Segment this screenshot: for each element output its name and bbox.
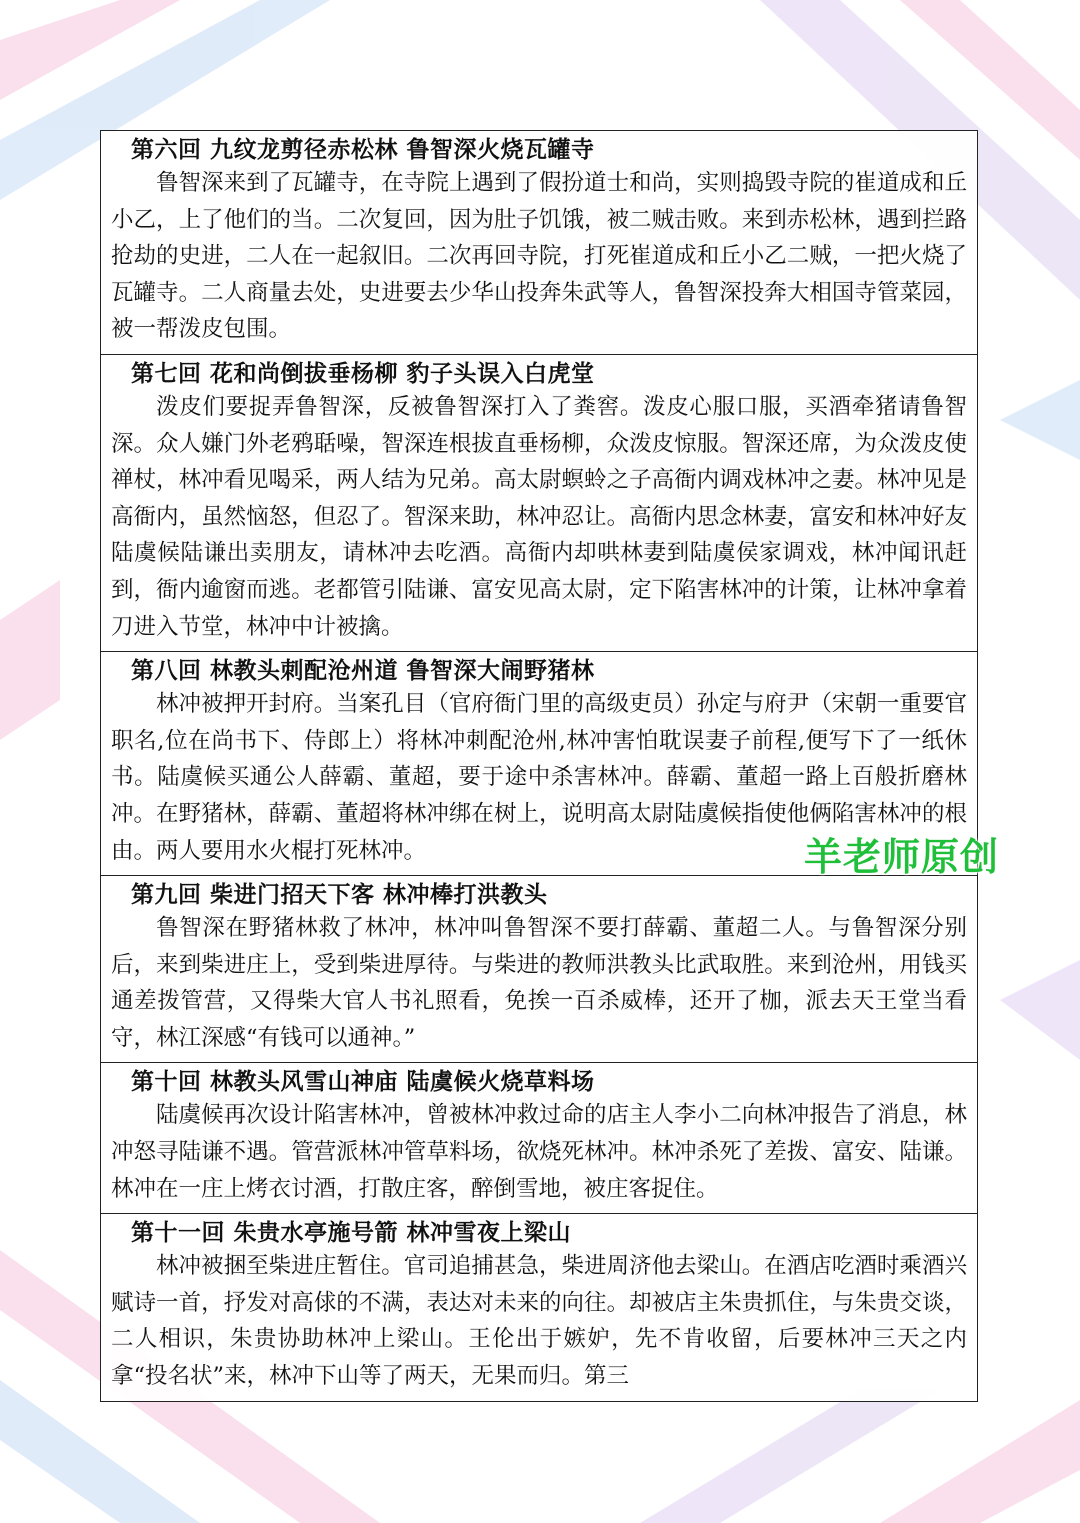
chapter-title: 第九回 柴进门招天下客 林冲棒打洪教头 xyxy=(131,881,548,909)
watermark-text: 羊老师原创 xyxy=(804,835,1000,879)
chapter-summary: 林冲被押开封府。当案孔目（官府衙门里的高级吏员）孙定与府尹（宋朝一重要官职名,位在尚书下、侍郎上）将林冲刺配沧州,林冲害怕耽误妻子前程,便写下了一纸休书。陆虞候买通公人薛霸、董超，要于途中杀害林冲。薛霸、董超一路上百般折磨林冲。在野猪林，薛霸、董超将林冲绑在树上，说明高太尉陆虞候指使他俩陷害林冲的根由。两人要用水火棍打死林冲。 xyxy=(111,691,967,864)
chapter-title: 第十一回 朱贵水亭施号箭 林冲雪夜上梁山 xyxy=(131,1219,572,1247)
chapter-title: 第八回 林教头刺配沧州道 鲁智深大闹野猪林 xyxy=(131,657,595,685)
chapter-title: 第七回 花和尚倒拔垂杨柳 豹子头误入白虎堂 xyxy=(131,359,595,387)
chapter-summary: 泼皮们要捉弄鲁智深，反被鲁智深打入了粪窖。泼皮心服口服，买酒牵猪请鲁智深。众人嫌门外老鸦聒噪，智深连根拔直垂杨柳，众泼皮惊服。智深还席，为众泼皮使禅杖，林冲看见喝采，两人结为兄弟。高太尉螟蛉之子高衙内调戏林冲之妻。林冲见是高衙内，虽然恼怒，但忍了。智深来助，林冲忍让。高衙内思念林妻，富安和林冲好友陆虞候陆谦出卖朋友，请林冲去吃酒。高衙内却哄林妻到陆虞侯家调戏，林冲闻讯赶到，衙内逾窗而逃。老都管引陆谦、富安见高太尉，定下陷害林冲的计策，让林冲拿着刀进入节堂，林冲中计被擒。 xyxy=(111,393,967,640)
chapter-title: 第六回 九纹龙剪径赤松林 鲁智深火烧瓦罐寺 xyxy=(131,136,595,163)
chapter-summary: 鲁智深在野猪林救了林冲，林冲叫鲁智深不要打薛霸、董超二人。与鲁智深分别后，来到柴进庄上，受到柴进厚待。与柴进的教师洪教头比武取胜。来到沧州，用钱买通差拨管营，又得柴大官人书礼照看，免挨一百杀威棒，还开了枷，派去天王堂当看守，林江深感“有钱可以通神。” xyxy=(111,915,967,1051)
chapter-summary: 林冲被捆至柴进庄暂住。官司追捕甚急，柴进周济他去梁山。在酒店吃酒时乘酒兴赋诗一首，抒发对高俅的不满，表达对未来的向往。却被店主朱贵抓住，与朱贵交谈，二人相识，朱贵协助林冲上梁山。王伦出于嫉妒，先不肯收留，后要林冲三天之内拿“投名状”来，林冲下山等了两天，无果而归。第三 xyxy=(111,1253,967,1390)
chapter-11 xyxy=(101,1214,977,1400)
chapter-9 xyxy=(101,876,977,1063)
chapter-summary: 鲁智深来到了瓦罐寺，在寺院上遇到了假扮道士和尚，实则捣毁寺院的崔道成和丘小乙，上了他们的当。二次复回，因为肚子饥饿，被二贼击败。来到赤松林，遇到拦路抢劫的史进，二人在一起叙旧。二次再回寺院，打死崔道成和丘小乙二贼，一把火烧了瓦罐寺。二人商量去处，史进要去少华山投奔朱武等人，鲁智深投奔大相国寺管菜园，被一帮泼皮包围。 xyxy=(111,170,967,343)
chapter-10 xyxy=(101,1063,977,1214)
chapter-summary: 陆虞候再次设计陷害林冲，曾被林冲救过命的店主人李小二向林冲报告了消息，林冲怒寻陆谦不遇。管营派林冲管草料场，欲烧死林冲。林冲杀死了差拨、富安、陆谦。林冲在一庄上烤衣讨酒，打散庄客，醉倒雪地，被庄客捉住。 xyxy=(111,1102,967,1202)
chapter-summary-table xyxy=(100,130,978,1402)
chapter-6 xyxy=(101,131,977,355)
chapter-7 xyxy=(101,355,977,652)
chapter-title: 第十回 林教头风雪山神庙 陆虞候火烧草料场 xyxy=(131,1068,595,1096)
